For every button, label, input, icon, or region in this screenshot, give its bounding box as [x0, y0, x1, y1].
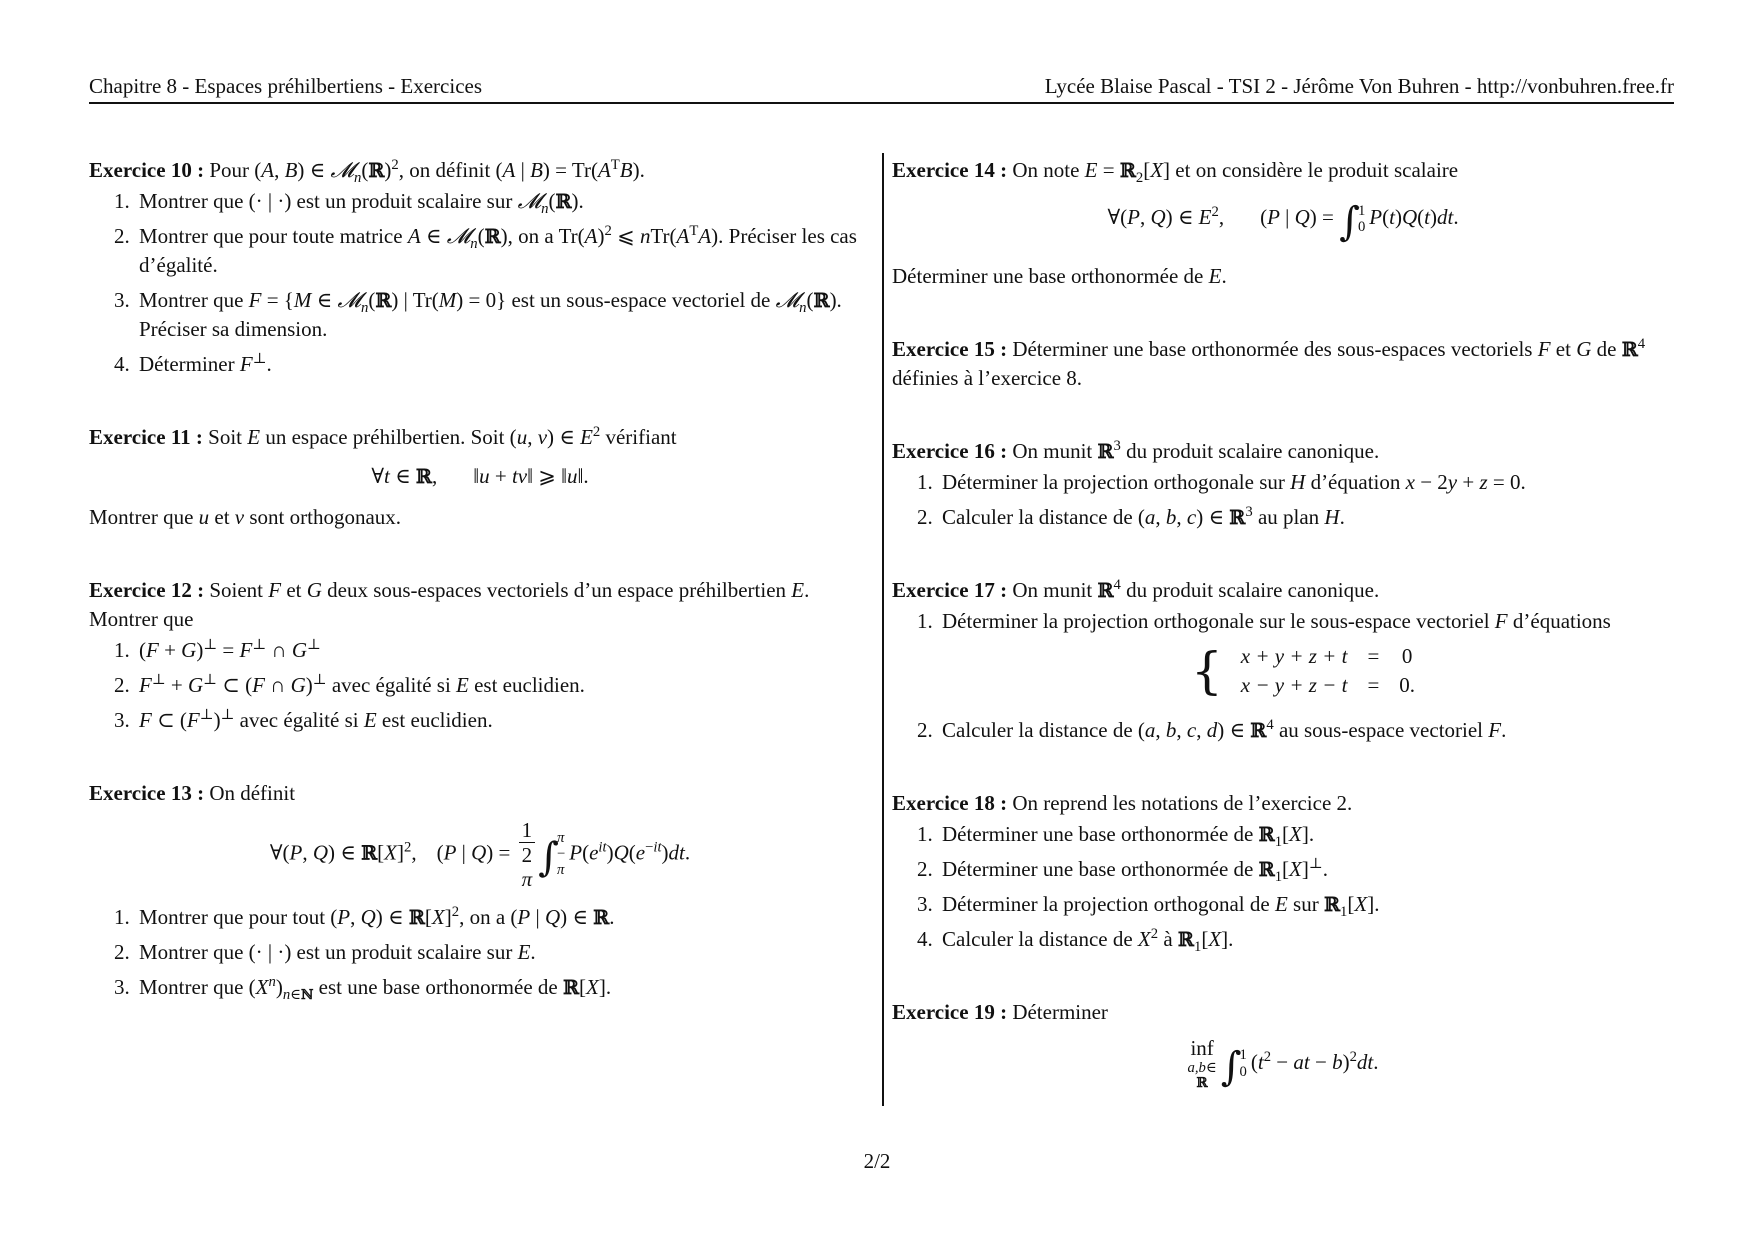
exercise-19 — [892, 998, 1674, 1095]
exercise-items — [89, 187, 871, 379]
list-item: 2. Calculer la distance de (a, b, c, d) ∈ ℝ$^4$ au sous-espace vectoriel F. — [938, 716, 1674, 745]
display-formula: ∀(P, Q) ∈ $E^2$, (P | Q) = ∫ 1 0 P(t)Q(t)dt. — [1107, 198, 1459, 245]
display-formula: ∀(P, Q) ∈ $ℝ[X]^2$, (P | Q) = 1 2 π ∫ π − π $P(e^{it})Q(e^{-it})dt$. — [269, 817, 691, 891]
equation-system — [1191, 642, 1425, 700]
exercise-items — [892, 607, 1674, 745]
header-rule — [89, 102, 1674, 104]
list-item: 2. Déterminer une base orthonormée de ℝ$_1$[X]⊥. — [938, 855, 1674, 884]
exercise-title: Exercice 16 : — [892, 438, 1008, 463]
list-item: 4. Calculer la distance de $X^2$ à ℝ$_1$[X]. — [938, 925, 1674, 954]
brace-icon: { — [1190, 641, 1223, 700]
list-item: 3. Montrer que $(X^n)_{n\in ℕ}$ est une base orthonormée de ℝ[X]. — [135, 973, 871, 1002]
list-item: 2. Montrer que (· | ·) est un produit scalaire sur E. — [135, 938, 871, 967]
exercise-title: Exercice 10 : — [89, 158, 205, 182]
exercise-12: Exercice 12 : Soient F et G deux sous-espaces vectoriels d’un espace préhilbertien E. Montrer que 1. (F + G)⊥ = F⊥ ∩ G⊥ 2. F⊥ + G⊥ ⊂ (F ∩ G)⊥ avec égalité si E est euclidien. 3. F ⊂ (F⊥)⊥ avec égalité si E est euclidien. — [89, 576, 871, 735]
list-item: 4. Déterminer F⊥. — [135, 350, 871, 379]
list-item: 3. Montrer que F = {M ∈ 𝓜$_n$(ℝ) | Tr(M) = 0} est un sous-espace vectoriel de 𝓜$_n$(ℝ). Préciser sa dimension. — [135, 286, 871, 344]
system-lhs: x + y + z + t — [1240, 643, 1348, 668]
exercise-intro: Déterminer — [1012, 999, 1108, 1024]
exercise-18 — [892, 789, 1674, 954]
header-school-author: Lycée Blaise Pascal - TSI 2 - Jérôme Von Buhren - http://vonbuhren.free.fr — [1044, 74, 1674, 98]
list-item: 3. F ⊂ (F⊥)⊥ avec égalité si E est euclidien. — [135, 706, 871, 735]
exercise-outro: Déterminer une base orthonormée de E. — [892, 264, 1227, 289]
exercise-13 — [89, 779, 871, 1002]
exercise-14: Exercice 14 : On note E = ℝ$_2$[X] et on considère le produit scalaire ∀(P, Q) ∈ $E^2$, (P | Q) = ∫ 1 0 P(t)Q(t)dt. Déterminer une base orthonormée de E. — [892, 156, 1674, 291]
exercise-outro: Montrer que u et v sont orthogonaux. — [89, 504, 402, 529]
exercise-items — [89, 636, 871, 735]
list-item: 1. (F + G)⊥ = F⊥ ∩ G⊥ — [135, 636, 871, 665]
display-formula: ∀t ∈ ℝ, ‖u + tv‖ ⩾ ‖u‖. — [371, 463, 589, 488]
exercise-title: Exercice 15 : — [892, 337, 1008, 361]
header-chapter-title: Chapitre 8 - Espaces préhilbertiens - Exercices — [89, 74, 483, 98]
list-item: 3. Déterminer la projection orthogonal de E sur ℝ$_1$[X]. — [938, 890, 1674, 919]
exercise-intro: On définit — [209, 780, 296, 805]
page-number: 2/2 — [863, 1149, 891, 1173]
system-lhs: x − y + z − t — [1240, 672, 1348, 697]
exercise-title: Exercice 13 : — [89, 780, 205, 805]
list-item: 1. Montrer que pour tout (P, Q) ∈ $ℝ[X]^2$, on a (P | Q) ∈ ℝ. — [135, 903, 871, 932]
exercise-title: Exercice 19 : — [892, 999, 1008, 1024]
exercise-10: Exercice 10 : Pour (A, B) ∈ 𝓜$_n$(ℝ)$^2$, on définit (A | $B) = Tr(A^TB)$. 1. Montrer que (· | ·) est un produit scalaire sur 𝓜$_n$(ℝ). 2. Montrer que pour toute matrice A ∈ 𝓜$_n$(ℝ), on a $Tr(A)^2$ ⩽ $nTr(A^TA)$. Préciser les cas d’égalité. 3. Montrer que F = {M ∈ 𝓜$_n$(ℝ) | Tr(M) = 0} est un sous-espace vectoriel de 𝓜$_n$(ℝ). Préciser sa dimension. 4. Déterminer F⊥. — [89, 156, 871, 379]
exercise-15: Exercice 15 : Déterminer une base orthonormée des sous-espaces vectoriels F et G de ℝ$^4$ définies à l’exercice 8. — [892, 336, 1646, 390]
list-item: 1. Déterminer la projection orthogonale sur le sous-espace vectoriel F d’équations { x + y + z + t = 0 x − y + z − t = 0. — [938, 607, 1674, 710]
right-column — [892, 156, 1674, 1139]
exercise-title: Exercice 17 : — [892, 577, 1008, 602]
exercise-intro: On reprend les notations de l’exercice 2. — [1012, 790, 1353, 815]
list-item: 1. Montrer que (· | ·) est un produit scalaire sur 𝓜$_n$(ℝ). — [135, 187, 871, 216]
exercise-title: Exercice 14 : — [892, 158, 1008, 182]
list-item: 1. Déterminer la projection orthogonale sur H d’équation x − 2y + z = 0. — [938, 468, 1674, 497]
list-item: 2. F⊥ + G⊥ ⊂ (F ∩ G)⊥ avec égalité si E est euclidien. — [135, 671, 871, 700]
exercise-title: Exercice 11 : — [89, 424, 203, 449]
list-item: 1. Déterminer une base orthonormée de ℝ$_1$[X]. — [938, 820, 1674, 849]
list-item: 2. Calculer la distance de (a, b, c) ∈ ℝ$^3$ au plan H. — [938, 503, 1674, 532]
left-column — [89, 156, 871, 1046]
display-formula: inf a,b∈ ℝ ∫ 1 0 ($t^2$ − at − b)$^2$dt. — [1187, 1035, 1379, 1091]
exercise-items — [89, 903, 871, 1002]
exercise-17: Exercice 17 : On munit ℝ$^4$ du produit scalaire canonique. 1. Déterminer la projection orthogonale sur le sous-espace vectoriel F d’équations { x + y + z + t = 0 x − y + z − t = 0. 2. Calculer la distance de (a, b, c, d) ∈ ℝ$^4$ au sous-espace vectoriel F. — [892, 576, 1674, 745]
column-divider — [882, 153, 884, 1106]
system-rhs: 0 — [1401, 643, 1413, 668]
list-item: 2. Montrer que pour toute matrice A ∈ 𝓜$_n$(ℝ), on a $Tr(A)^2$ ⩽ $nTr(A^TA)$. Préciser les cas d’égalité. — [135, 222, 871, 280]
system-row: x + y + z + t = 0 — [1231, 642, 1425, 671]
system-row: x − y + z − t = 0. — [1231, 671, 1425, 700]
exercise-title: Exercice 18 : — [892, 790, 1008, 815]
exercise-items — [892, 820, 1674, 954]
exercise-16: Exercice 16 : On munit ℝ$^3$ du produit scalaire canonique. 1. Déterminer la projection orthogonale sur H d’équation x − 2y + z = 0. 2. Calculer la distance de (a, b, c) ∈ ℝ$^3$ au plan H. — [892, 437, 1674, 532]
system-rhs: 0. — [1399, 672, 1416, 697]
exercise-items — [892, 468, 1674, 532]
exercise-11: Exercice 11 : Soit E un espace préhilbertien. Soit (u, v) ∈ $E^2$ vérifiant ∀t ∈ ℝ, ‖u + tv‖ ⩾ ‖u‖. Montrer que u et v sont orthogonaux. — [89, 423, 871, 532]
exercise-title: Exercice 12 : — [89, 577, 205, 602]
